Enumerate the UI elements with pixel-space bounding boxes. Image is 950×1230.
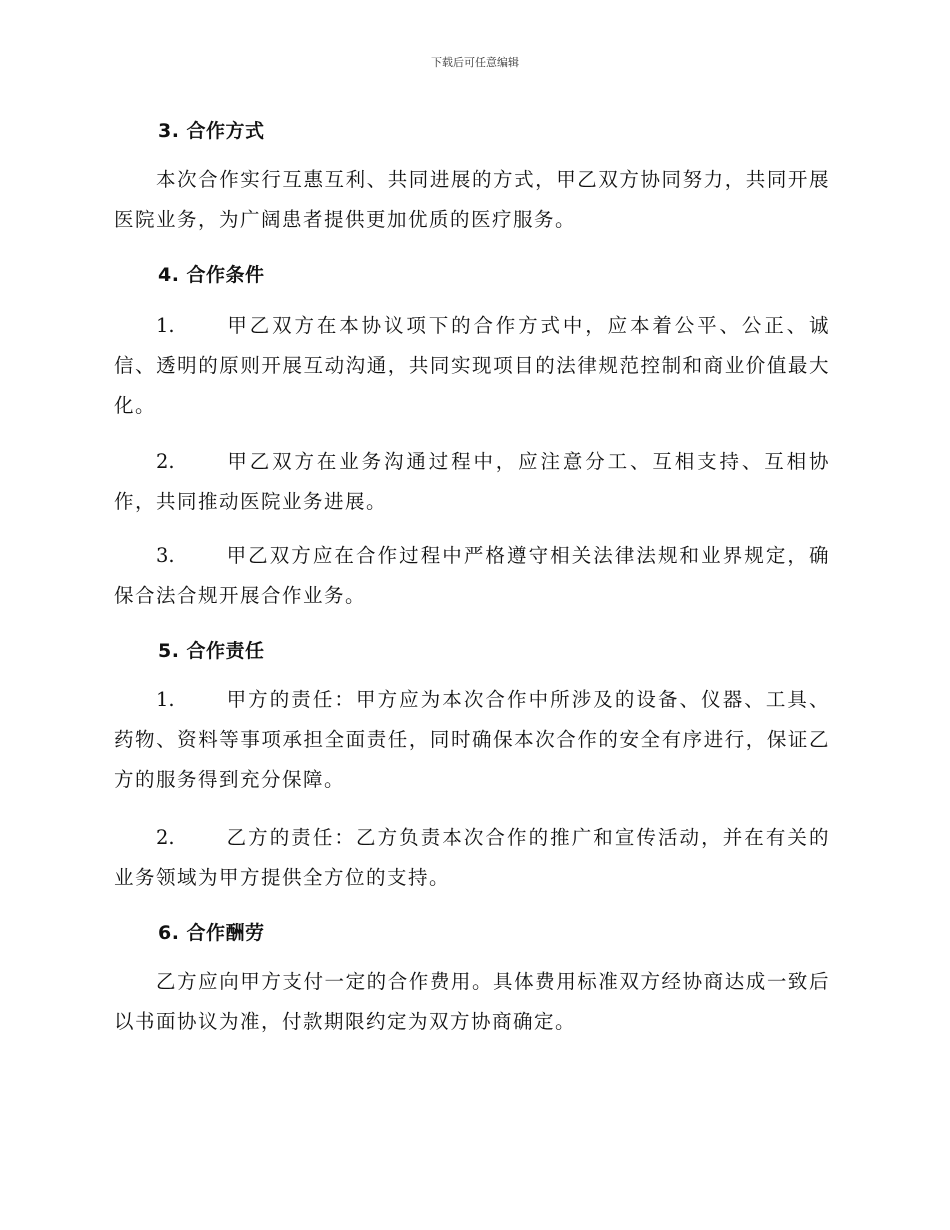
item-number: 2. <box>156 826 175 849</box>
item-text: 甲乙双方在业务沟通过程中，应注意分工、互相支持、互相协作，共同推动医院业务进展。 <box>114 450 830 513</box>
section-5-item-1 <box>114 680 830 800</box>
section-3-heading: 3. 合作方式 <box>158 120 265 142</box>
section-5-heading: 5. 合作责任 <box>158 640 265 662</box>
item-text: 乙方的责任：乙方负责本次合作的推广和宣传活动，并在有关的业务领域为甲方提供全方位的支持。 <box>114 826 830 889</box>
item-number: 3. <box>156 544 175 567</box>
section-4-heading: 4. 合作条件 <box>158 264 265 286</box>
item-number: 1. <box>156 314 175 337</box>
item-text: 甲乙双方在本协议项下的合作方式中，应本着公平、公正、诚信、透明的原则开展互动沟通，共同实现项目的法律规范控制和商业价值最大化。 <box>114 314 830 417</box>
section-4-item-1 <box>114 306 830 426</box>
page-header: 下载后可任意编辑 <box>431 56 519 69</box>
item-text: 甲方的责任：甲方应为本次合作中所涉及的设备、仪器、工具、药物、资料等事项承担全面责任，同时确保本次合作的安全有序进行，保证乙方的服务得到充分保障。 <box>114 688 830 791</box>
section-5-item-2 <box>114 818 830 898</box>
section-3-body: 本次合作实行互惠互利、共同进展的方式，甲乙双方协同努力，共同开展医院业务，为广阔患者提供更加优质的医疗服务。 <box>114 168 830 231</box>
section-6-heading: 6. 合作酬劳 <box>158 922 265 944</box>
section-6-body: 乙方应向甲方支付一定的合作费用。具体费用标准双方经协商达成一致后以书面协议为准，付款期限约定为双方协商确定。 <box>114 970 830 1033</box>
section-4-item-3 <box>114 536 830 616</box>
item-text: 甲乙双方应在合作过程中严格遵守相关法律法规和业界规定，确保合法合规开展合作业务。 <box>114 544 830 607</box>
item-number: 1. <box>156 688 175 711</box>
section-4-item-2 <box>114 442 830 522</box>
item-number: 2. <box>156 450 175 473</box>
